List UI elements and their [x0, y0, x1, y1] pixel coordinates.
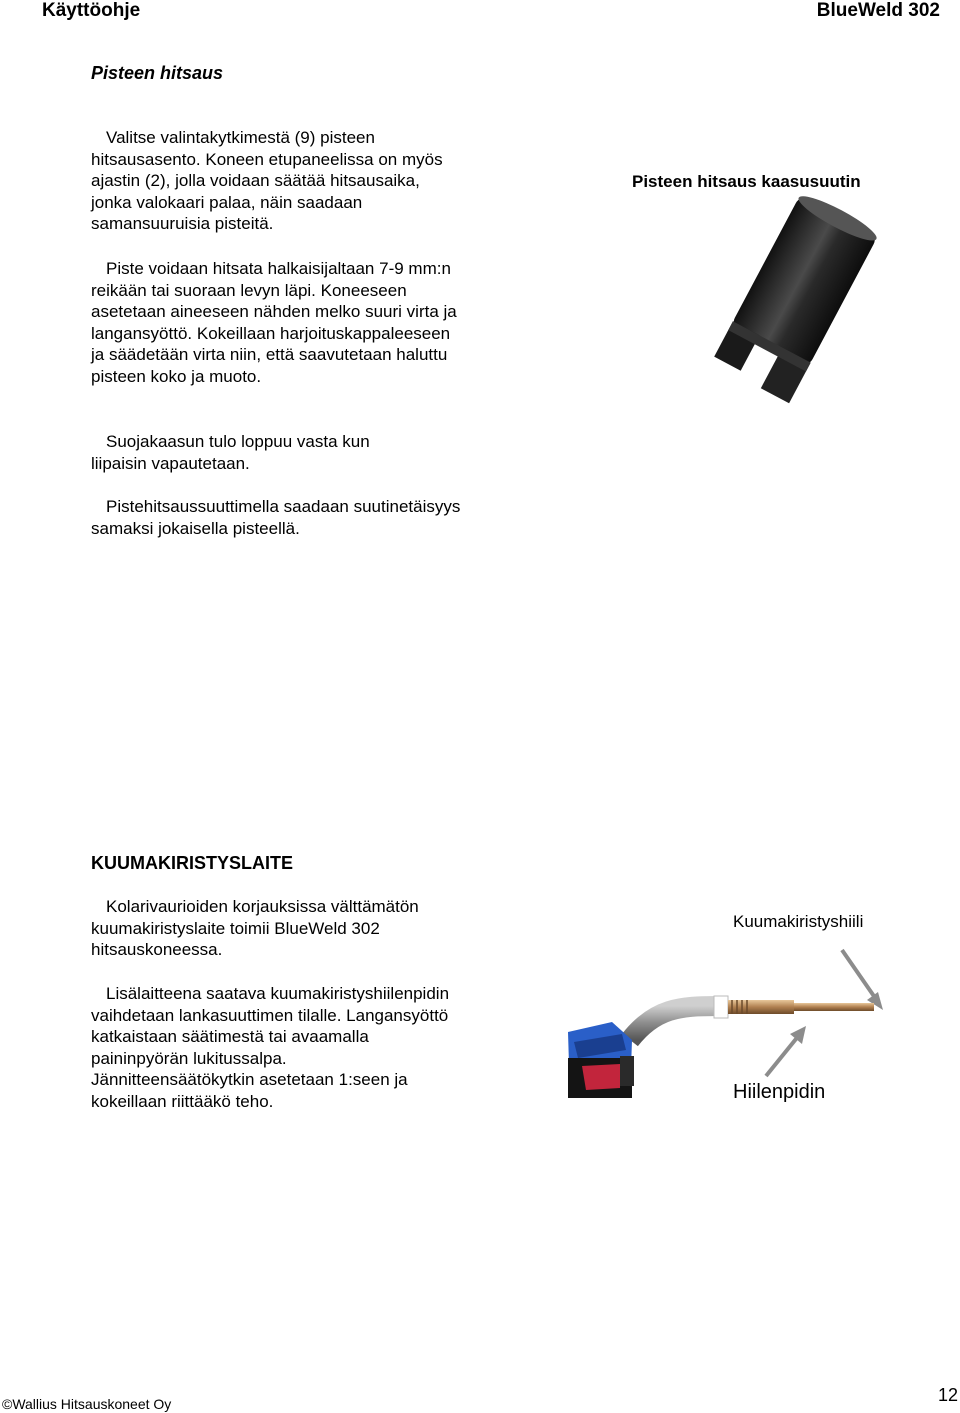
page-number: 12 [937, 1385, 958, 1405]
figure-label-carbon: Kuumakiristyshiili [733, 912, 864, 931]
heat-shrink-torch-image [560, 930, 900, 1140]
paragraph: Lisälaitteena saatava kuumakiristyshiilenpidin vaihdetaan lankasuuttimen tilalle. Langansyöttö katkaistaan säätimestä tai avaamalla paininpyörän lukitussalpa. Jännitteensäätökytkin asetetaan 1:seen ja kokeillaan riittääkö teho. [91, 984, 450, 1111]
paragraph: Valitse valintakytkimestä (9) pisteen hitsausasento. Koneen etupaneelissa on myös ajastin (2), jolla voidaan säätää hitsausaika, jonka valokaari palaa, näin saadaan samansuuruisia pisteitä. [91, 128, 443, 234]
section-title-heat-shrink: KUUMAKIRISTYSLAITE [91, 853, 293, 873]
spot-welding-nozzle-image [690, 195, 890, 405]
header-title-left: Käyttöohje [42, 0, 141, 21]
footer-copyright: ©Wallius Hitsauskoneet Oy [2, 1396, 172, 1412]
figure-label-holder: Hiilenpidin [733, 1081, 826, 1103]
section-title-spot-welding: Pisteen hitsaus [91, 63, 224, 83]
paragraph: Pistehitsaussuuttimella saadaan suutinetäisyys samaksi jokaisella pisteellä. [91, 497, 461, 538]
figure-caption-nozzle: Pisteen hitsaus kaasusuutin [632, 172, 861, 191]
paragraph: Kolarivaurioiden korjauksissa välttämätön kuumakiristyslaite toimii BlueWeld 302 hitsauskoneessa. [91, 897, 419, 960]
header-title-right: BlueWeld 302 [816, 0, 940, 21]
paragraph: Suojakaasun tulo loppuu vasta kun liipaisin vapautetaan. [91, 432, 370, 473]
paragraph: Piste voidaan hitsata halkaisijaltaan 7-9 mm:n reikään tai suoraan levyn läpi. Koneeseen asetetaan aineeseen nähden melko suuri virta ja langansyöttö. Kokeillaan harjoituskappaleeseen ja säädetään virta niin, että saavutetaan haluttu pisteen koko ja muoto. [91, 259, 457, 386]
